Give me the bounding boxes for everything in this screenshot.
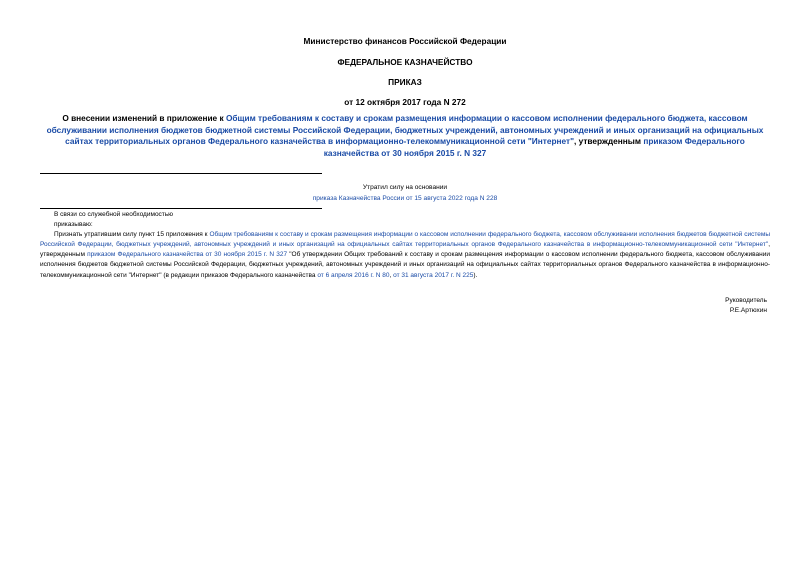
p3-mid2: "Об утверждении Общих требований к составу и срокам размещения информации о кассовом исполнении федерального бюджета, кассовом обслуживании исполнения бюджетов бюджетной системы Российской Федерации, бюджетных учреждений, автономных учреждений и иных организаций на официальных сайтах территориальных органов Федерального казначейства в информационно-телекоммуникационной сети "Интернет" (в редакции приказов Федерального казначейства	[40, 251, 771, 279]
document-title	[40, 113, 770, 159]
order-body	[40, 210, 770, 281]
body-paragraph-1: В связи со служебной необходимостью	[54, 211, 174, 218]
title-link-order[interactable]: приказом Федерального казначейства от 30 ноября 2015 г. N 327	[323, 136, 745, 158]
p3-link-edit-2017[interactable]: от 31 августа 2017 г. N 225	[393, 271, 474, 279]
body-paragraph-2: приказываю:	[54, 221, 93, 229]
validity-note-line1: Утратил силу на основании	[362, 184, 448, 191]
p3-link-edit-2016[interactable]: от 6 апреля 2016 г. N 80	[317, 271, 390, 279]
p3-start: Признать утратившим силу пункт 15 приложения к	[54, 231, 210, 239]
title-prefix: О внесении изменений в приложение к	[62, 113, 226, 123]
p3-link-order[interactable]: приказом Федерального казначейства от 30 ноября 2015 г. N 327	[87, 251, 288, 259]
signatory-name: Р.Е.Артюхин	[729, 307, 767, 314]
title-link-requirements[interactable]: Общим требованиям к составу и срокам размещения информации о кассовом исполнении федерального бюджета, кассовом обслуживании исполнения бюджетов бюджетной системы Российской Федерации, бюджетных учреждений, автономных учреждений и иных организаций на официальных сайтах территориальных органов Федерального казначейства в информационно-телекоммуникационной сети "Интернет"	[46, 113, 764, 146]
body-paragraph-3	[40, 230, 770, 280]
validity-note-link	[40, 194, 770, 204]
divider-top	[40, 173, 322, 174]
p3-mid3: ,	[389, 271, 394, 279]
ministry-name: Министерство финансов Российской Федерации	[303, 36, 507, 46]
document-type: ПРИКАЗ	[388, 77, 422, 87]
signatory-position: Руководитель	[725, 297, 767, 304]
p3-end: ).	[473, 271, 478, 279]
agency-name: ФЕДЕРАЛЬНОЕ КАЗНАЧЕЙСТВО	[337, 57, 473, 67]
p3-link-requirements[interactable]: Общим требованиям к составу и срокам размещения информации о кассовом исполнении федерального бюджета, кассовом обслуживании исполнения бюджетов бюджетной системы Российской Федерации, бюджетных учреждений, автономных учреждений и иных организаций на официальных сайтах территориальных органов Федерального казначейства в информационно-телекоммуникационной сети "Интернет"	[40, 231, 771, 249]
p3-mid1: , утвержденным	[40, 241, 770, 259]
validity-link[interactable]: приказа Казначейства России от 15 августа 2022 года N 228	[312, 195, 498, 202]
divider-bottom	[40, 208, 322, 209]
title-middle: , утвержденным	[574, 136, 644, 146]
signature-block	[725, 296, 767, 316]
document-date-number: от 12 октября 2017 года N 272	[344, 97, 466, 107]
